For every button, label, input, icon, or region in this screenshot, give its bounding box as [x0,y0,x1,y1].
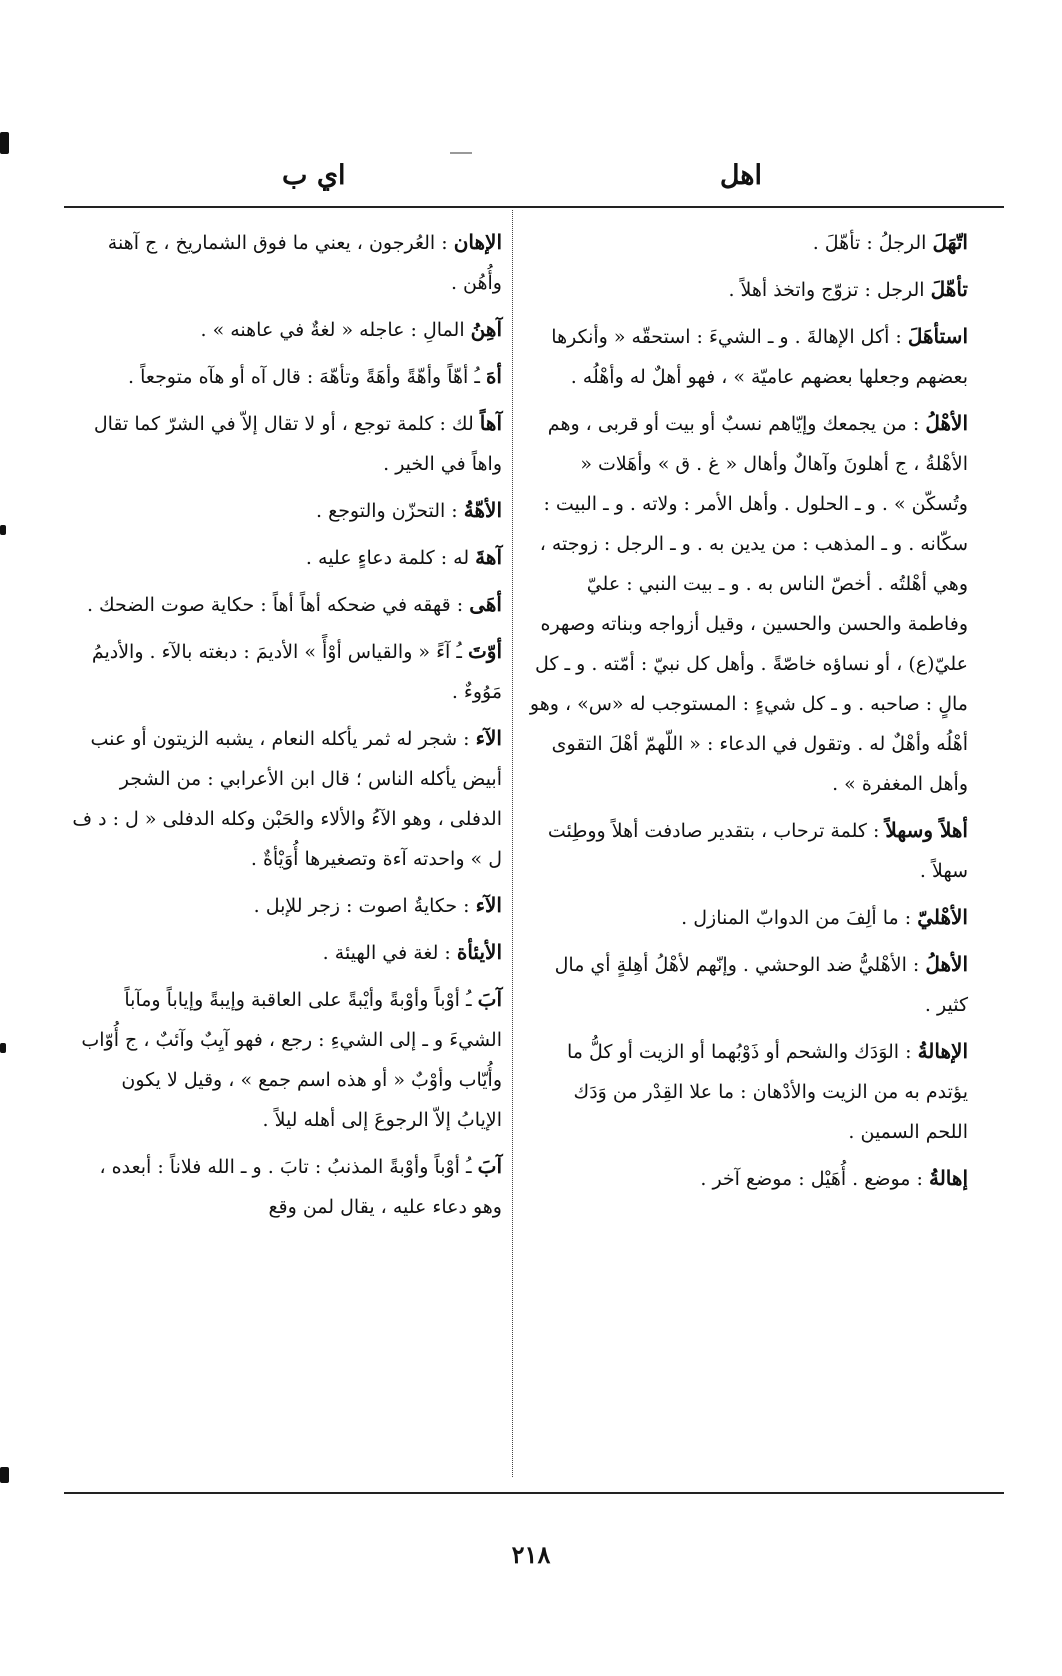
entry-headword: الآء [475,893,502,917]
entry-headword: آهةَ [475,545,502,569]
dictionary-entry [528,222,968,263]
entry-headword: الإهان [453,230,502,254]
dictionary-entry [72,979,502,1140]
entry-headword: إهالةُ [928,1166,968,1190]
header-dash [450,152,472,154]
entry-definition: : قهقه في ضحكه أهاً أهاً : حكاية صوت الضحك . [86,594,464,616]
entry-headword: الأيئأة [456,940,502,964]
entry-definition: ـُ أوْباً وأوْبةً المذنبُ : تابَ . و ـ الله فلاناً : أبعده ، وهو دعاء عليه ، يقال لمن وقع [99,1156,502,1218]
entry-headword: آهاً [479,411,502,435]
page-edge-mark [0,525,6,535]
dictionary-entry [72,356,502,397]
dictionary-entry [72,490,502,531]
dictionary-entry [72,885,502,926]
entry-headword: أهَى [469,592,502,616]
entry-definition: ـُ آءً « والقياس أوْأً » الأديمَ : دبغته بالآء . والأديمُ مَوُوءٌ . [91,641,502,703]
entry-headword: أهلاً وسهلاً [885,818,968,842]
entry-definition: : لغة في الهيئة . [322,942,451,964]
dictionary-entry [528,1031,968,1152]
entry-definition: : أكل الإهالةَ . و ـ الشيءَ : استحقّه « وأنكرها بعضهم وجعلها بعضهم عاميّة » ، فهو أهلٌ له وأهْلُه . [551,326,968,388]
page-edge-mark [0,1467,9,1483]
entry-definition: له : كلمة دعاءٍ عليه . [305,547,470,569]
entry-definition: : الوَدَك والشحم أو ذَوْبُهما أو الزيت أو كلُّ ما يؤتدم به من الزيت والأدْهان : ما علا القِدْر من وَدَك اللحم السمين . [566,1041,968,1143]
dictionary-entry [72,222,502,303]
entry-headword: استأهَلَ [907,324,968,348]
entry-headword: تأهّلَ [930,277,968,301]
entry-definition: ـُ أوْباً وأوْبةً وأيْبةً على العاقبة وإيبةً وإياباً ومآباً الشيءَ و ـ إلى الشيءِ : رجع ، فهو آيِبٌ وآئبٌ ، ج أُوّاب وأُيّاب وأوْبٌ « أو هذه اسم جمع » ، وقيل لا يكون الإيابُ إلاّ الرجوعَ إلى أهله ليلاً . [81,989,502,1131]
dictionary-entry [528,269,968,310]
entry-definition: : حكايةُ اصوت : زجر للإبل . [253,895,470,917]
entry-headword: أهَ [485,364,502,388]
dictionary-entry [72,932,502,973]
entry-definition: لك : كلمة توجع ، أو لا تقال إلاّ في الشرّ كما تقال واهاً في الخير . [93,413,502,475]
entry-definition: : التحزّن والتوجع . [316,500,458,522]
entry-definition: : الأهْليُّ ضد الوحشي . وإنّهم لأهْلُ أهِلةٍ أي مال كثير . [554,954,968,1016]
entry-headword: الأهْليّ [917,905,968,929]
entry-definition: المالِ : عاجله « لغةٌ في عاهنه » . [200,319,465,341]
dictionary-entry [72,718,502,879]
entry-headword: الأهْلُ [925,411,968,435]
dictionary-entry [528,944,968,1025]
entry-definition: : العُرجون ، يعني ما فوق الشماريخ ، ج آهنة وأُهُن . [107,232,502,294]
entry-definition: : موضع . أُهَيْل : موضع آخر . [700,1168,923,1190]
dictionary-entry [72,403,502,484]
dictionary-entry [72,631,502,712]
right-column [528,222,968,1205]
entry-definition: الرجل : تزوّج واتخذ أهلاً . [728,279,925,301]
entry-headword: آبَ [477,1154,502,1178]
page-edge-mark [0,1043,6,1053]
entry-definition: ـُ أهّاً وأهّةً وأهَةً وتأهّهَ : قال آه أو هآه متوجعاً . [128,366,480,388]
page-number: ٢١٨ [511,1540,551,1569]
dictionary-entry [528,1158,968,1199]
entry-definition: : شجر له ثمر يأكله النعام ، يشبه الزيتون أو عنب أبيض يأكله الناس ؛ قال ابن الأعرابي : من الشجر الدفلى ، وهو الآءُ والألاء والحَبْن وكله الدفلى « ل : د ف ل » واحدته آءة وتصغيرها أُوَيْأةٌ . [72,728,502,870]
column-divider [512,210,513,1477]
dictionary-entry [72,584,502,625]
running-head-left: اي ب [282,160,346,191]
header-rule [64,206,1004,208]
dictionary-entry [72,1146,502,1227]
entry-definition: : ما ألِفَ من الدوابّ المنازل . [681,907,912,929]
dictionary-entry [528,897,968,938]
entry-headword: الآء [475,726,502,750]
entry-definition: : كلمة ترحاب ، بتقدير صادفت أهلاً ووطِئت سهلاً . [547,820,968,882]
dictionary-entry [528,403,968,804]
entry-headword: الإهالةُ [917,1039,968,1063]
dictionary-entry [72,309,502,350]
page-edge-mark [0,132,9,154]
entry-definition: : من يجمعك وإيّاهم نسبٌ أو بيت أو قربى ، وهم الأهْلةُ ، ج أهلونَ وآهالٌ وأهال « غ . ق » وأهَلات « وتُسكّن » . و ـ الحلول . وأهل الأمر : ولاته . و ـ البيت : سكّانه . و ـ المذهب : من يدين به . و ـ الرجل : زوجته ، وهي أهْلتُه . أخصّ الناس به . و ـ بيت النبي : عليّ وفاطمة والحسن والحسين ، وقيل أزواجه وبناته وصهره عليّ(ع) ، أو نساؤه خاصّةً . وأهل كل نبيّ : أمّته . و ـ كل مالٍ : صاحبه . و ـ كل شيءٍ : المستوجب له «س» ، وهو أهْلُه وأهْلٌ له . وتقول في الدعاء : « اللّهمّ أهْلَ التقوى وأهل المغفرة » . [529,413,968,795]
dictionary-entry [72,537,502,578]
dictionary-entry [528,810,968,891]
entry-headword: آبَ [477,987,502,1011]
running-head-right: اهل [719,160,762,191]
dictionary-entry [528,316,968,397]
entry-headword: أوّتَ [467,639,502,663]
entry-headword: الأهلُ [925,952,968,976]
entry-headword: آهِنُ [470,317,502,341]
entry-headword: الأهّةُ [463,498,502,522]
entry-definition: الرجلُ : تأهّلَ . [812,232,927,254]
footer-rule [64,1492,1004,1494]
entry-headword: اتّهَلَ [932,230,968,254]
left-column [72,222,502,1233]
